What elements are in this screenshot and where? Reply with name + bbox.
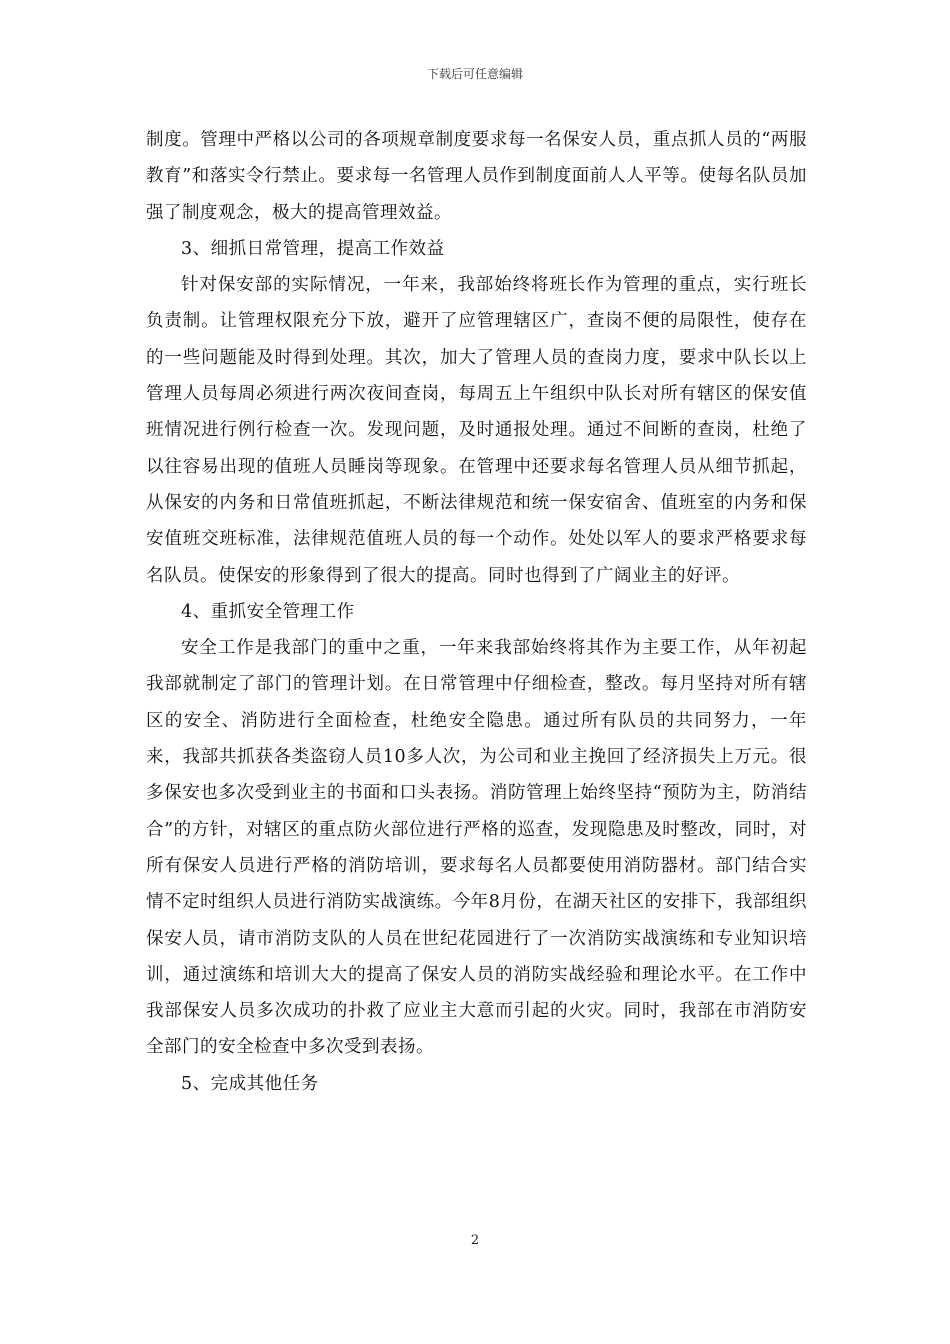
- paragraph-safety-management: 安全工作是我部门的重中之重，一年来我部始终将其作为主要工作，从年初起我部就制定了部门的管理计划。在日常管理中仔细检查，整改。每月坚持对所有辖区的安全、消防进行全面检查，杜绝安全隐患。通过所有队员的共同努力，一年来，我部共抓获各类盗窃人员10多人次，为公司和业主挽回了经济损失上万元。很多保安也多次受到业主的书面和口头表扬。消防管理上始终坚持“预防为主，防消结合”的方针，对辖区的重点防火部位进行严格的巡查，发现隐患及时整改，同时，对所有保安人员进行严格的消防培训，要求每名人员都要使用消防器材。部门结合实情不定时组织人员进行消防实战演练。今年8月份，在湖天社区的安排下，我部组织保安人员，请市消防支队的人员在世纪花园进行了一次消防实战演练和专业知识培训，通过演练和培训大大的提高了保安人员的消防实战经验和理论水平。在工作中我部保安人员多次成功的扑救了应业主大意而引起的火灾。同时，我部在市消防安全部门的安全检查中多次受到表扬。: [146, 638, 807, 1058]
- section-heading-3: 3、细抓日常管理，提高工作效益: [181, 238, 445, 259]
- document-body: [146, 122, 807, 1102]
- paragraph-continuation: 制度。管理中严格以公司的各项规章制度要求每一名保安人员，重点抓人员的“两服教育”和落实令行禁止。要求每一名管理人员作到制度面前人人平等。使每名队员加强了制度观念，极大的提高管理效益。: [146, 130, 807, 223]
- paragraph-daily-management: 针对保安部的实际情况，一年来，我部始终将班长作为管理的重点，实行班长负责制。让管理权限充分下放，避开了应管理辖区广，查岗不便的局限性，使存在的一些问题能及时得到处理。其次，加大了管理人员的查岗力度，要求中队长以上管理人员每周必须进行两次夜间查岗，每周五上午组织中队长对所有辖区的保安值班情况进行例行检查一次。发现问题，及时通报处理。通过不间断的查岗，杜绝了以往容易出现的值班人员睡岗等现象。在管理中还要求每名管理人员从细节抓起，从保安的内务和日常值班抓起，不断法律规范和统一保安宿舍、值班室的内务和保安值班交班标准，法律规范值班人员的每一个动作。处处以军人的要求严格要求每名队员。使保安的形象得到了很大的提高。同时也得到了广阔业主的好评。: [146, 275, 807, 586]
- page-header: 下载后可任意编辑: [426, 67, 523, 81]
- page-number: 2: [470, 1233, 480, 1248]
- section-heading-4: 4、重抓安全管理工作: [181, 601, 355, 622]
- section-heading-5: 5、完成其他任务: [181, 1073, 319, 1094]
